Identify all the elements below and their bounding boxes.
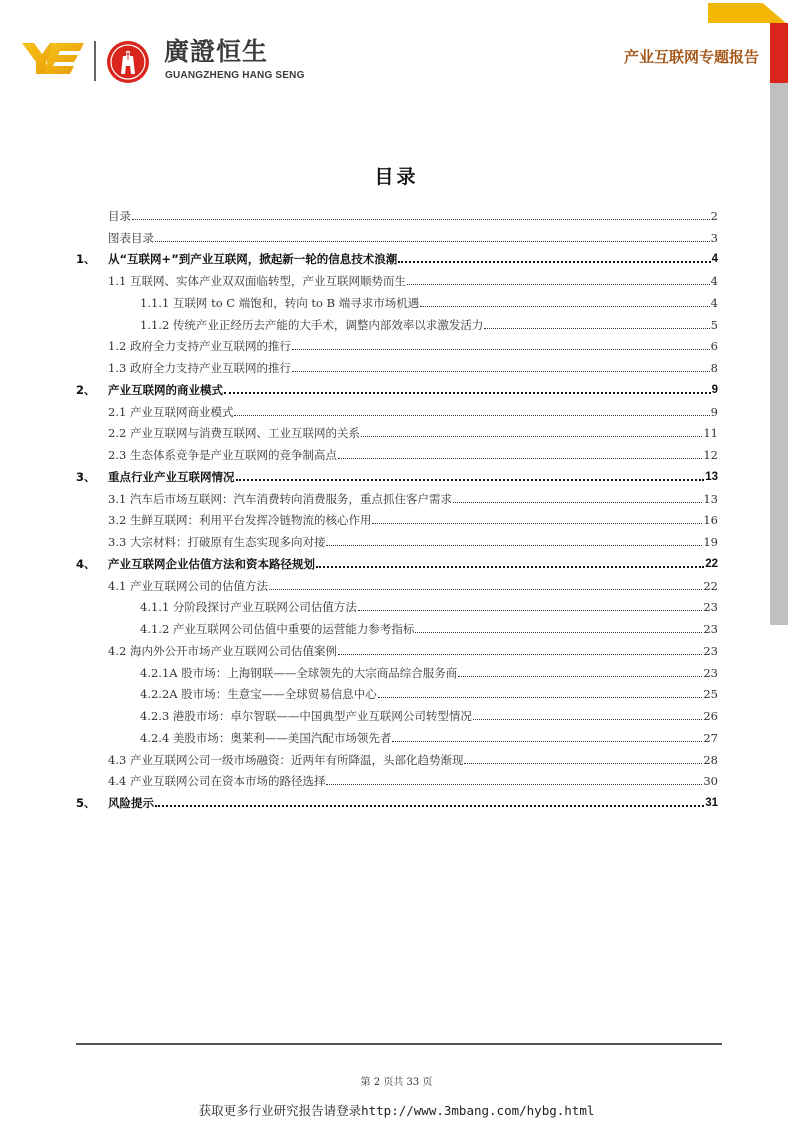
toc-leader-dots	[407, 283, 710, 285]
toc-section-number: 1、	[76, 252, 96, 267]
toc-page-number: 4	[711, 253, 718, 266]
toc-leader-dots	[224, 391, 711, 394]
toc-entry[interactable]	[76, 768, 718, 790]
promo-link[interactable]: 获取更多行业研究报告请登录http://www.3mbang.com/hybg.html	[198, 1103, 595, 1118]
toc-entry-label: 4.2.1A 股市场：上海钢联——全球领先的大宗商品综合服务商	[140, 665, 458, 680]
toc-entry[interactable]	[76, 311, 718, 333]
toc-page-number: 13	[705, 470, 718, 483]
toc-entry-label: 1.1.1 互联网 to C 端饱和，转向 to B 端寻求市场机遇	[140, 295, 420, 310]
toc-entry[interactable]	[76, 224, 718, 246]
toc-entry-label: 3.3 大宗材料：打破原有生态实现多向对接	[108, 535, 326, 549]
toc-leader-dots	[361, 435, 702, 437]
toc-entry-label	[76, 382, 223, 398]
toc-entry[interactable]	[76, 376, 718, 398]
toc-entry-label	[76, 556, 315, 572]
toc-entry[interactable]	[76, 789, 718, 811]
toc-leader-dots	[473, 718, 702, 720]
toc-entry-label	[76, 251, 397, 267]
toc-leader-dots	[358, 609, 702, 611]
toc-leader-dots	[453, 501, 702, 503]
logo-divider	[94, 41, 96, 81]
toc-leader-dots	[316, 565, 704, 568]
toc-entry-label: 1.3 政府全力支持产业互联网的推行	[108, 361, 291, 375]
toc-entry[interactable]	[76, 746, 718, 768]
toc-leader-dots	[326, 544, 702, 546]
toc-entry[interactable]	[76, 420, 718, 442]
toc-page-number: 31	[705, 797, 718, 809]
toc-page-number: 22	[705, 557, 718, 570]
toc-entry[interactable]	[76, 246, 718, 268]
toc-leader-dots	[378, 696, 703, 698]
toc-entry[interactable]	[76, 702, 718, 724]
toc-section-number: 2、	[76, 382, 96, 397]
toc-section-title: 从“互联网+”到产业互联网，掀起新一轮的信息技术浪潮	[108, 252, 398, 267]
toc-entry[interactable]	[76, 637, 718, 659]
toc-section-title: 产业互联网企业估值方法和资本路径规划	[108, 556, 315, 571]
toc-section-number: 4、	[76, 556, 96, 571]
toc-entry[interactable]	[76, 594, 718, 616]
toc-page-number: 30	[703, 774, 718, 789]
toc-page-number: 9	[710, 404, 718, 419]
toc-entry-label: 1.2 政府全力支持产业互联网的推行	[108, 339, 291, 354]
footer-divider	[76, 1043, 722, 1045]
toc-leader-dots	[234, 414, 709, 416]
toc-leader-dots	[338, 457, 702, 459]
toc-entry-label	[76, 795, 154, 811]
toc-leader-dots	[155, 240, 710, 242]
toc-page-number: 4	[710, 295, 718, 310]
toc-leader-dots	[398, 260, 710, 263]
toc-page-number: 23	[703, 600, 718, 615]
toc-entry-label: 目录	[108, 208, 131, 223]
toc-section-title: 重点行业产业互联网情况	[108, 469, 235, 484]
toc-entry-label: 4.2.4 美股市场：奥莱利——美国汽配市场领先者	[140, 730, 392, 745]
toc-entry[interactable]	[76, 572, 718, 594]
toc-leader-dots	[326, 783, 702, 785]
toc-entry-label: 4.4 产业互联网公司在资本市场的路径选择	[108, 774, 326, 789]
toc-entry[interactable]	[76, 528, 718, 550]
toc-entry-label: 1.1.2 传统产业正经历去产能的大手术，调整内部效率以求激发活力	[140, 317, 484, 332]
toc-page-number: 23	[703, 643, 718, 658]
toc-section-number: 5、	[76, 796, 96, 810]
toc-entry[interactable]	[76, 202, 718, 224]
toc-leader-dots	[415, 631, 702, 633]
toc-leader-dots	[292, 348, 710, 350]
toc-entry-label: 4.2 海内外公开市场产业互联网公司估值案例	[108, 643, 337, 658]
toc-page-number: 23	[703, 665, 718, 680]
toc-entry[interactable]	[76, 507, 718, 529]
toc-entry[interactable]	[76, 354, 718, 376]
brand-name-en: GUANGZHENG HANG SENG	[165, 70, 305, 81]
toc-entry[interactable]	[76, 681, 718, 703]
toc-entry[interactable]	[76, 398, 718, 420]
toc-page-number: 8	[710, 361, 718, 375]
toc-leader-dots	[269, 588, 702, 590]
toc-page-number: 23	[703, 622, 718, 636]
toc-leader-dots	[392, 740, 702, 742]
toc-leader-dots	[420, 305, 709, 307]
toc-entry-label	[76, 469, 235, 485]
toc-entry-label: 1.1 互联网、实体产业双双面临转型，产业互联网顺势而生	[108, 274, 406, 288]
table-of-contents	[76, 202, 718, 811]
toc-entry[interactable]	[76, 441, 718, 463]
toc-entry-label: 4.1 产业互联网公司的估值方法	[108, 578, 268, 593]
toc-page-number: 22	[703, 578, 718, 593]
toc-page-number: 28	[703, 752, 718, 767]
toc-entry[interactable]	[76, 550, 718, 572]
toc-page-number: 3	[710, 230, 718, 245]
toc-entry-label: 4.1.2 产业互联网公司估值中重要的运营能力参考指标	[140, 622, 415, 636]
toc-entry-label: 2.1 产业互联网商业模式	[108, 404, 234, 419]
toc-page-number: 19	[703, 535, 718, 549]
decor-bar-red	[770, 23, 788, 83]
toc-entry-label: 2.3 生态体系竞争是产业互联网的竞争制高点	[108, 448, 337, 462]
decor-bar-yellow	[708, 3, 786, 23]
toc-leader-dots	[338, 653, 702, 655]
report-type-label: 产业互联网专题报告	[623, 48, 759, 66]
page-indicator: 第 2 页共 33 页	[360, 1077, 433, 1088]
toc-section-number: 3、	[76, 469, 96, 484]
toc-leader-dots	[292, 370, 710, 372]
toc-entry-label: 3.2 生鲜互联网：利用平台发挥冷链物流的核心作用	[108, 513, 372, 528]
toc-entry[interactable]	[76, 485, 718, 507]
toc-leader-dots	[155, 804, 704, 807]
toc-page-number: 4	[710, 274, 718, 288]
toc-entry[interactable]	[76, 724, 718, 746]
ye-logo-icon	[22, 40, 84, 78]
toc-entry[interactable]	[76, 615, 718, 637]
toc-leader-dots	[484, 327, 709, 329]
toc-leader-dots	[236, 478, 705, 481]
toc-leader-dots	[372, 522, 702, 524]
hang-seng-badge-icon	[106, 40, 150, 84]
toc-entry-label: 4.2.3 港股市场：卓尔智联——中国典型产业互联网公司转型情况	[140, 709, 472, 723]
toc-entry[interactable]	[76, 333, 718, 355]
toc-entry-label: 3.1 汽车后市场互联网：汽车消费转向消费服务，重点抓住客户需求	[108, 491, 452, 506]
toc-page-number: 2	[710, 208, 718, 223]
toc-entry-label: 4.2.2A 股市场：生意宝——全球贸易信息中心	[140, 687, 377, 702]
toc-page-number: 9	[711, 383, 718, 396]
toc-entry[interactable]	[76, 659, 718, 681]
toc-leader-dots	[458, 675, 702, 677]
toc-entry-label: 2.2 产业互联网与消费互联网、工业互联网的关系	[108, 426, 360, 441]
toc-entry-label: 4.3 产业互联网公司一级市场融资：近两年有所降温，头部化趋势渐现	[108, 752, 464, 767]
brand-name-cn: 廣證恒生	[164, 37, 269, 66]
toc-page-number: 13	[703, 491, 718, 506]
toc-page-number: 5	[710, 317, 718, 332]
toc-page-number: 27	[703, 730, 718, 745]
toc-entry-label: 4.1.1 分阶段探讨产业互联网公司估值方法	[140, 600, 357, 615]
toc-section-title: 产业互联网的商业模式	[108, 382, 223, 397]
toc-entry[interactable]	[76, 289, 718, 311]
toc-leader-dots	[464, 762, 702, 764]
toc-page-number: 11	[703, 426, 718, 441]
toc-entry[interactable]	[76, 267, 718, 289]
toc-page-number: 26	[703, 709, 718, 723]
toc-section-title: 风险提示	[108, 796, 154, 810]
toc-page-number: 25	[703, 687, 718, 702]
toc-entry-label: 图表目录	[108, 230, 154, 245]
toc-page-number: 6	[710, 339, 718, 354]
toc-page-number: 16	[703, 513, 718, 528]
page-title: 目录	[374, 166, 419, 188]
toc-entry[interactable]	[76, 463, 718, 485]
toc-page-number: 12	[703, 448, 718, 462]
toc-leader-dots	[132, 218, 710, 220]
